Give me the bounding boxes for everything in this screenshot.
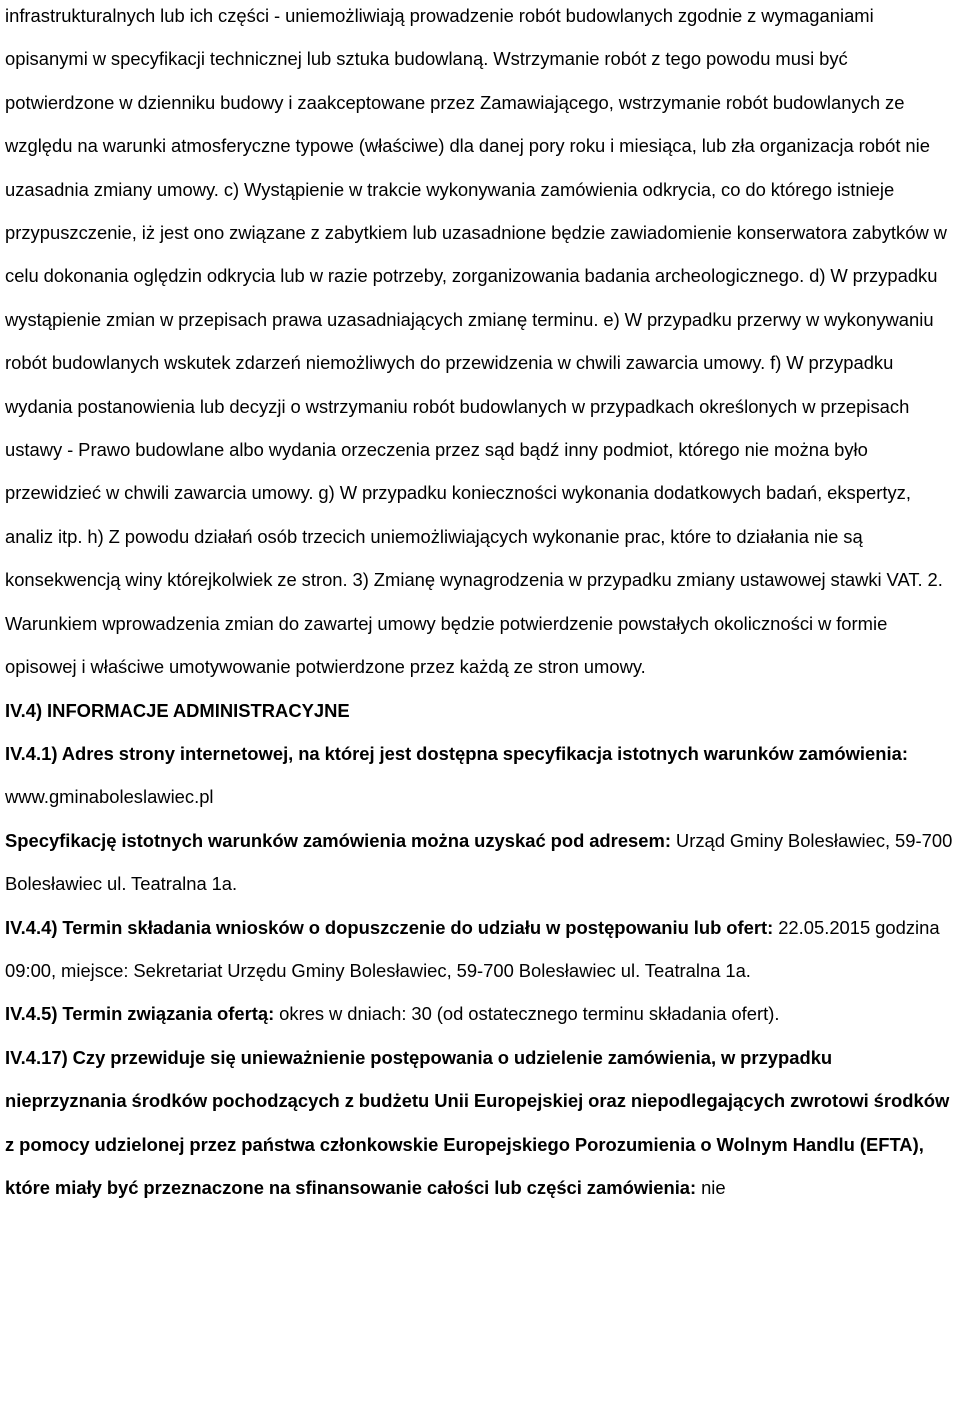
section-heading bbox=[5, 689, 956, 732]
spec-address-label: Specyfikację istotnych warunków zamówienia można uzyskać pod adresem: bbox=[5, 829, 671, 851]
deadline-field bbox=[5, 906, 956, 993]
spec-address-field bbox=[5, 819, 956, 906]
binding-value: okres w dniach: 30 (od ostatecznego terminu składania ofert). bbox=[279, 1003, 780, 1025]
spec-address-value: Urząd Gminy Bolesławiec, 59-700 Bolesławiec ul. Teatralna 1a. bbox=[5, 829, 953, 895]
binding-label: IV.4.5) Termin związania ofertą: bbox=[5, 1003, 275, 1025]
spec-url-label: IV.4.1) Adres strony internetowej, na której jest dostępna specyfikacja istotnych warunków zamówienia: bbox=[5, 742, 908, 764]
eu-funds-label: IV.4.17) Czy przewiduje się unieważnienie postępowania o udzielenie zamówienia, w przypadku nieprzyznania środków pochodzących z budżetu Unii Europejskiej oraz niepodlegających zwrotowi środków z pomocy udzielonej przez państwa członkowskie Europejskiego Porozumienia o Wolnym Handlu (EFTA), które miały być przeznaczone na sfinansowanie całości lub części zamówienia: bbox=[5, 1046, 950, 1198]
eu-funds-field bbox=[5, 1036, 956, 1210]
eu-funds-value: nie bbox=[701, 1176, 726, 1198]
deadline-label: IV.4.4) Termin składania wniosków o dopuszczenie do udziału w postępowaniu lub ofert: bbox=[5, 916, 774, 938]
binding-field bbox=[5, 992, 956, 1035]
spec-url-field bbox=[5, 732, 956, 819]
spec-url-value: www.gminaboleslawiec.pl bbox=[5, 786, 214, 808]
deadline-value: 22.05.2015 godzina 09:00, miejsce: Sekretariat Urzędu Gminy Bolesławiec, 59-700 Bolesławiec ul. Teatralna 1a. bbox=[5, 916, 940, 981]
intro-paragraph: infrastrukturalnych lub ich części - uniemożliwiają prowadzenie robót budowlanych zgodnie z wymaganiami opisanymi w specyfikacji technicznej lub sztuka budowlaną. Wstrzymanie robót z tego powodu musi być potwierdzone w dzienniku budowy i zaakceptowane przez Zamawiającego, wstrzymanie robót budowlanych ze względu na warunki atmosferyczne typowe (właściwe) dla danej pory roku i miesiąca, lub zła organizacja robót nie uzasadnia zmiany umowy. c) Wystąpienie w trakcie wykonywania zamówienia odkrycia, co do którego istnieje przypuszczenie, iż jest ono związane z zabytkiem lub uzasadnione będzie zawiadomienie konserwatora zabytków w celu dokonania oględzin odkrycia lub w razie potrzeby, zorganizowania badania archeologicznego. d) W przypadku wystąpienie zmian w przepisach prawa uzasadniających zmianę terminu. e) W przypadku przerwy w wykonywaniu robót budowlanych wskutek zdarzeń niemożliwych do przewidzenia w chwili zawarcia umowy. f) W przypadku wydania postanowienia lub decyzji o wstrzymaniu robót budowlanych w przypadkach określonych w przepisach ustawy - Prawo budowlane albo wydania orzeczenia przez sąd bądź inny podmiot, którego nie można było przewidzieć w chwili zawarcia umowy. g) W przypadku konieczności wykonania dodatkowych badań, ekspertyz, analiz itp. h) Z powodu działań osób trzecich uniemożliwiających wykonanie prac, które to działania nie są konsekwencją winy którejkolwiek ze stron. 3) Zmianę wynagrodzenia w przypadku zmiany ustawowej stawki VAT. 2. Warunkiem wprowadzenia zmian do zawartej umowy będzie potwierdzenie powstałych okoliczności w formie opisowej i właściwe umotywowanie potwierdzone przez każdą ze stron umowy. bbox=[5, 5, 947, 678]
section-heading-text: IV.4) INFORMACJE ADMINISTRACYJNE bbox=[5, 699, 350, 721]
